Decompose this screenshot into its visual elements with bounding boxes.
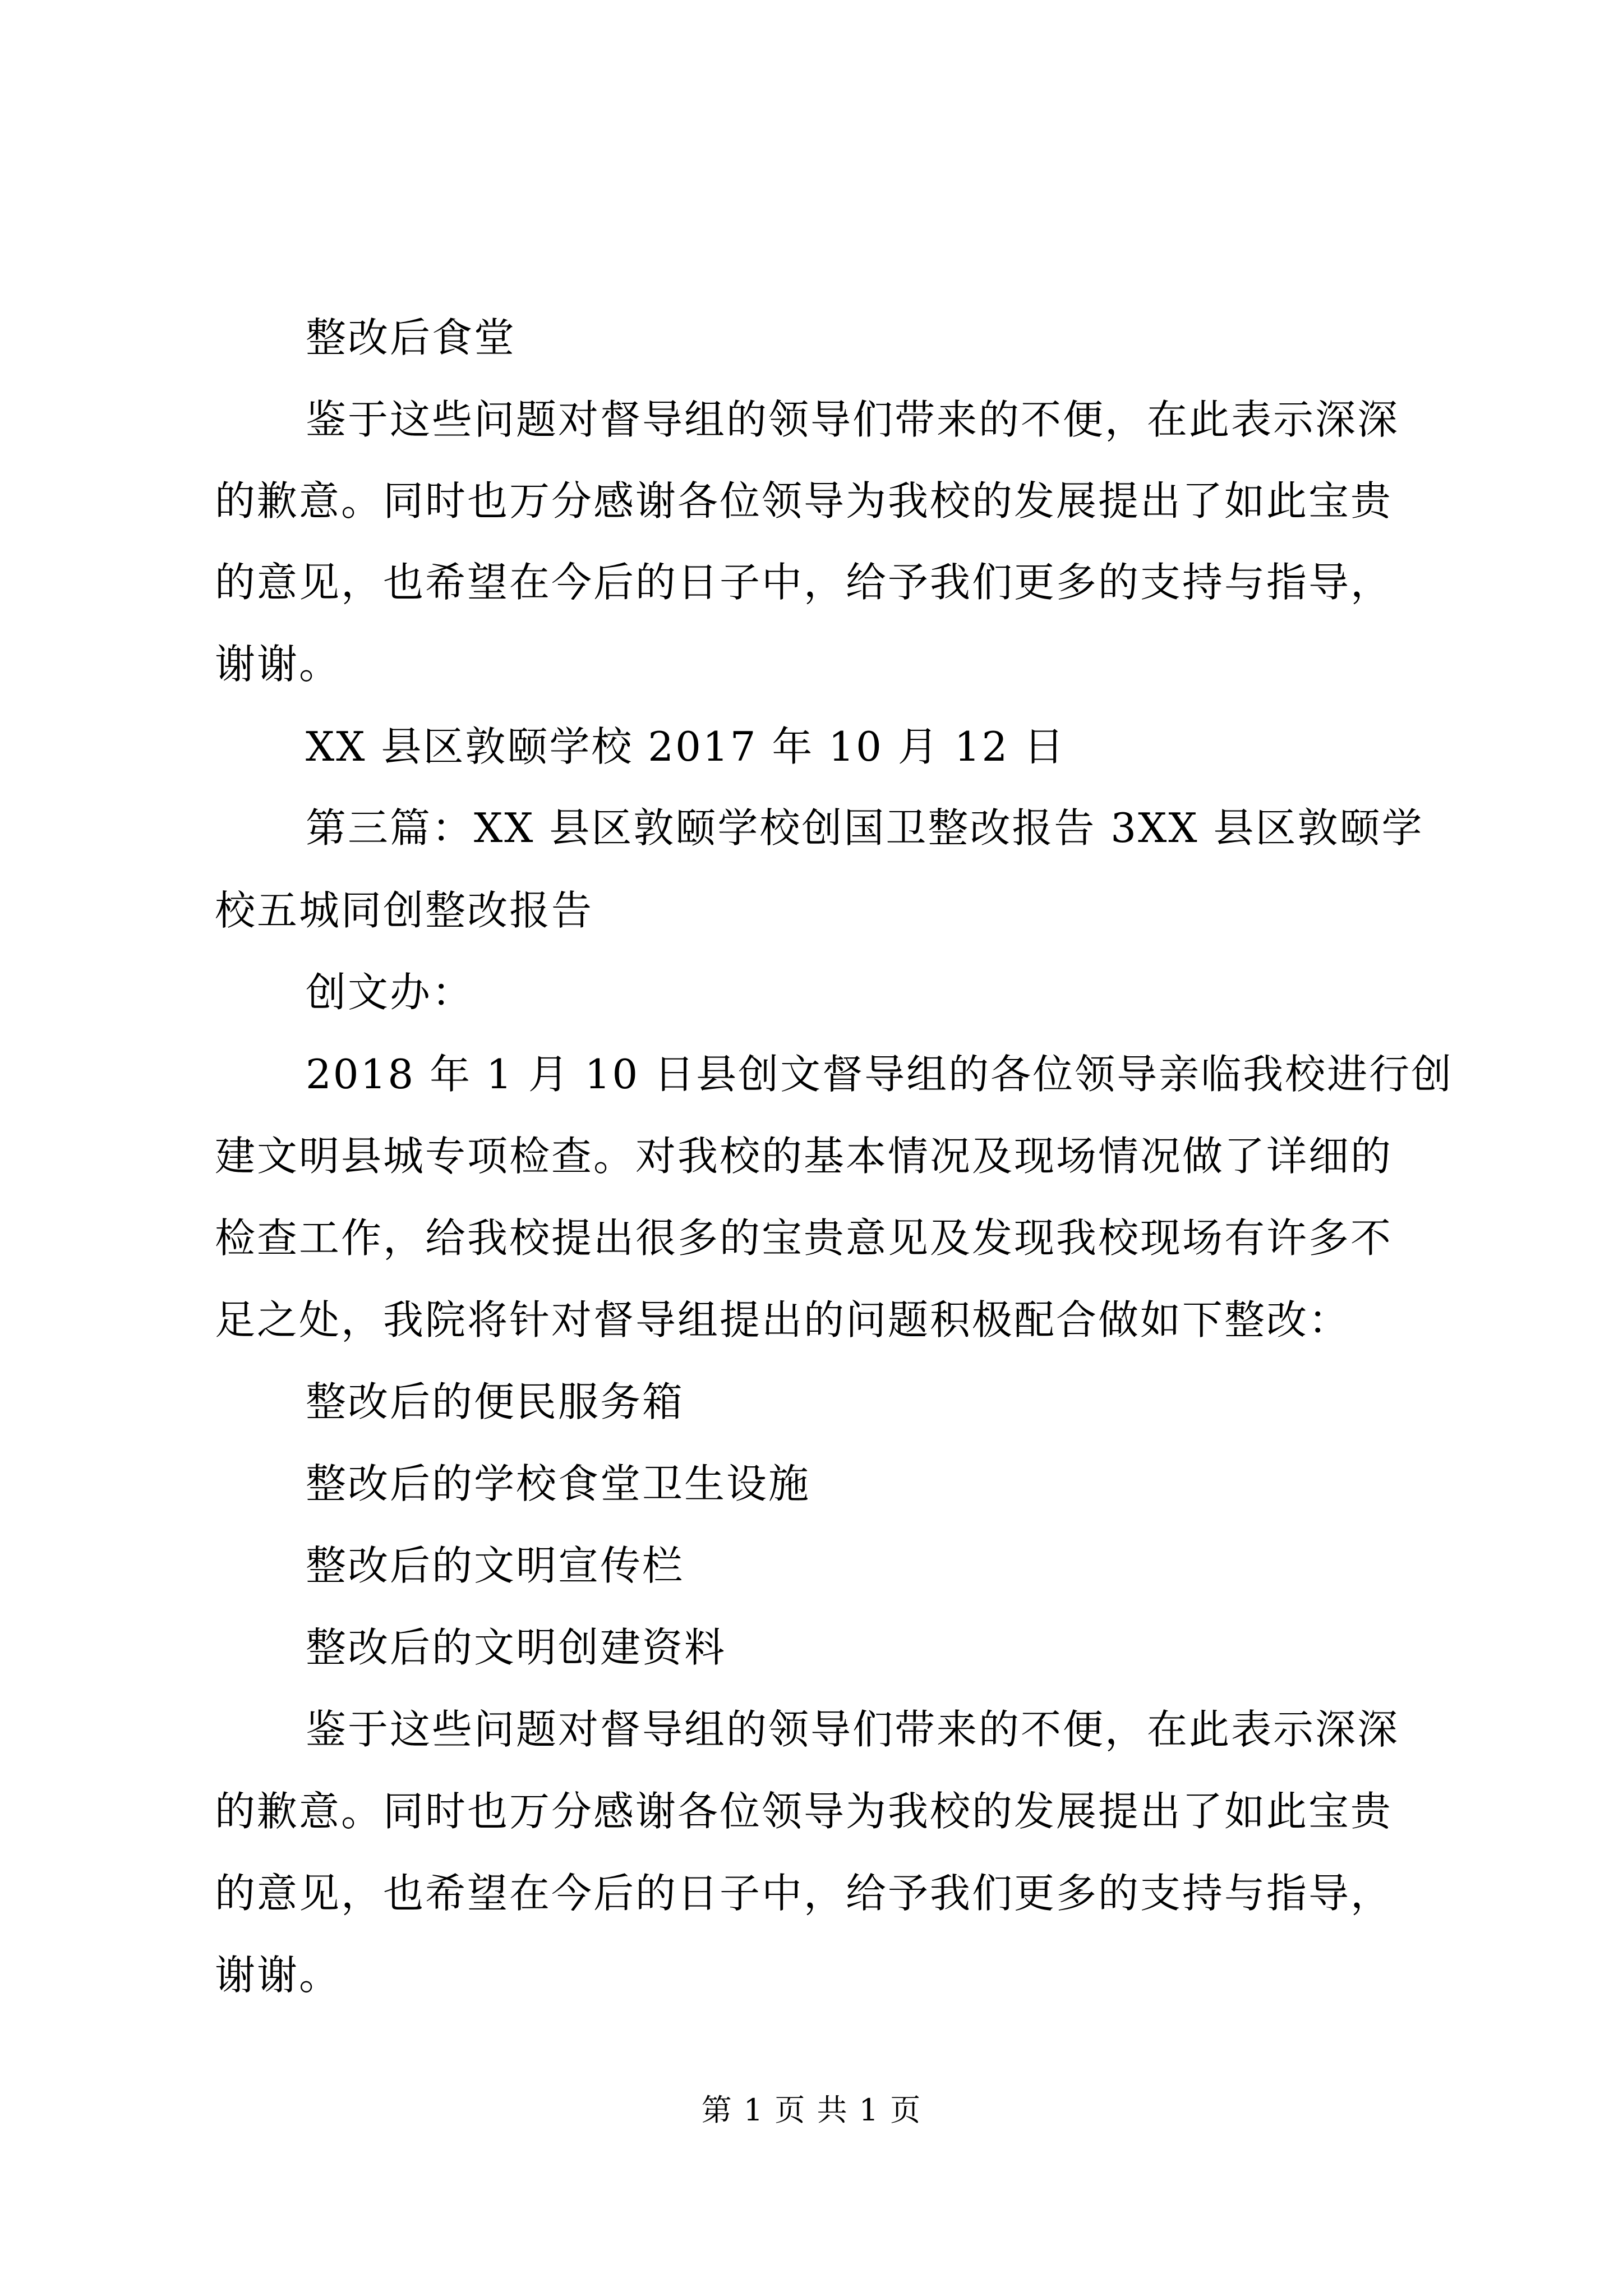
text-line: XX 县区敦颐学校 2017 年 10 月 12 日	[306, 723, 1066, 770]
text-line: 创文办：	[306, 969, 474, 1016]
text-line: 的歉意。同时也万分感谢各位领导为我校的发展提出了如此宝贵	[215, 477, 1393, 524]
text-line: 谢谢。	[215, 641, 342, 688]
text-line: 第三篇：XX 县区敦颐学校创国卫整改报告 3XX 县区敦颐学	[306, 804, 1424, 852]
text-line: 鉴于这些问题对督导组的领导们带来的不便，在此表示深深	[306, 396, 1400, 443]
text-line: 整改后的文明创建资料	[306, 1624, 727, 1671]
text-line: 整改后食堂	[306, 314, 517, 361]
text-line: 的意见，也希望在今后的日子中，给予我们更多的支持与指导，	[215, 1870, 1393, 1917]
text-line: 检查工作，给我校提出很多的宝贵意见及发现我校现场有许多不	[215, 1214, 1393, 1262]
text-line: 的歉意。同时也万分感谢各位领导为我校的发展提出了如此宝贵	[215, 1788, 1393, 1835]
text-line: 整改后的文明宣传栏	[306, 1542, 685, 1589]
text-line: 建文明县城专项检查。对我校的基本情况及现场情况做了详细的	[215, 1133, 1393, 1180]
text-line: 的意见，也希望在今后的日子中，给予我们更多的支持与指导，	[215, 559, 1393, 606]
text-line: 足之处，我院将针对督导组提出的问题积极配合做如下整改：	[215, 1296, 1351, 1343]
text-line: 校五城同创整改报告	[215, 887, 594, 934]
text-line: 谢谢。	[215, 1952, 342, 1999]
text-line: 整改后的学校食堂卫生设施	[306, 1460, 811, 1507]
text-line: 2018 年 1 月 10 日县创文督导组的各位领导亲临我校进行创	[306, 1051, 1454, 1098]
page-number-footer: 第 1 页 共 1 页	[701, 2092, 922, 2128]
text-line: 整改后的便民服务箱	[306, 1378, 685, 1425]
text-line: 鉴于这些问题对督导组的领导们带来的不便，在此表示深深	[306, 1706, 1400, 1753]
